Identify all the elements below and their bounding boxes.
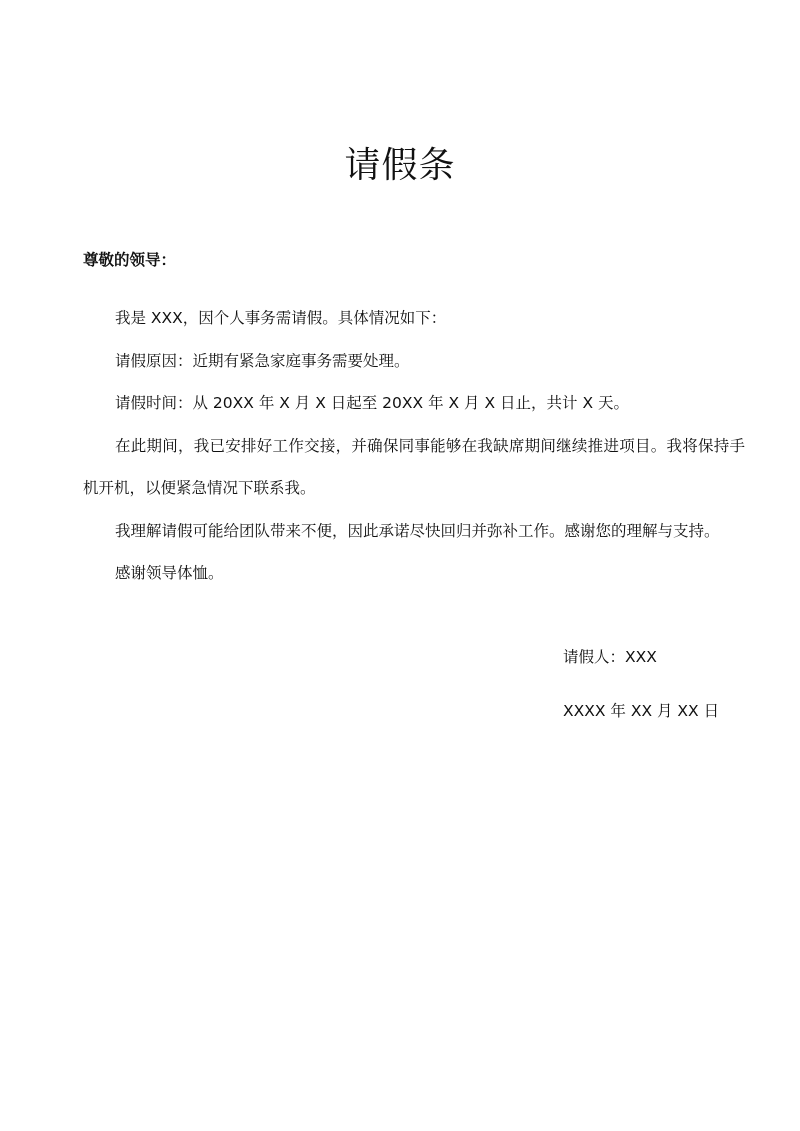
paragraph-handover: 在此期间，我已安排好工作交接，并确保同事能够在我缺席期间继续推进项目。我将保持手机开机，以便紧急情况下联系我。 [83, 436, 745, 497]
signature-date: XXXX 年 XX 月 XX 日 [563, 702, 720, 720]
document-title: 请假条 [344, 145, 456, 186]
paragraph-intro: 我是 XXX，因个人事务需请假。具体情况如下： [115, 309, 447, 327]
signature-block [563, 643, 719, 725]
letter-body [83, 297, 745, 595]
paragraph-time: 请假时间：从 20XX 年 X 月 X 日起至 20XX 年 X 月 X 日止，共计 X 天。 [115, 394, 629, 412]
applicant-name: 请假人：XXX [563, 648, 657, 666]
salutation: 尊敬的领导： [83, 251, 177, 269]
paragraph-reason: 请假原因：近期有紧急家庭事务需要处理。 [115, 351, 410, 370]
paragraph-thanks: 感谢领导体恤。 [115, 564, 224, 582]
paragraph-commitment: 我理解请假可能给团队带来不便，因此承诺尽快回归并弥补工作。感谢您的理解与支持。 [115, 521, 720, 540]
